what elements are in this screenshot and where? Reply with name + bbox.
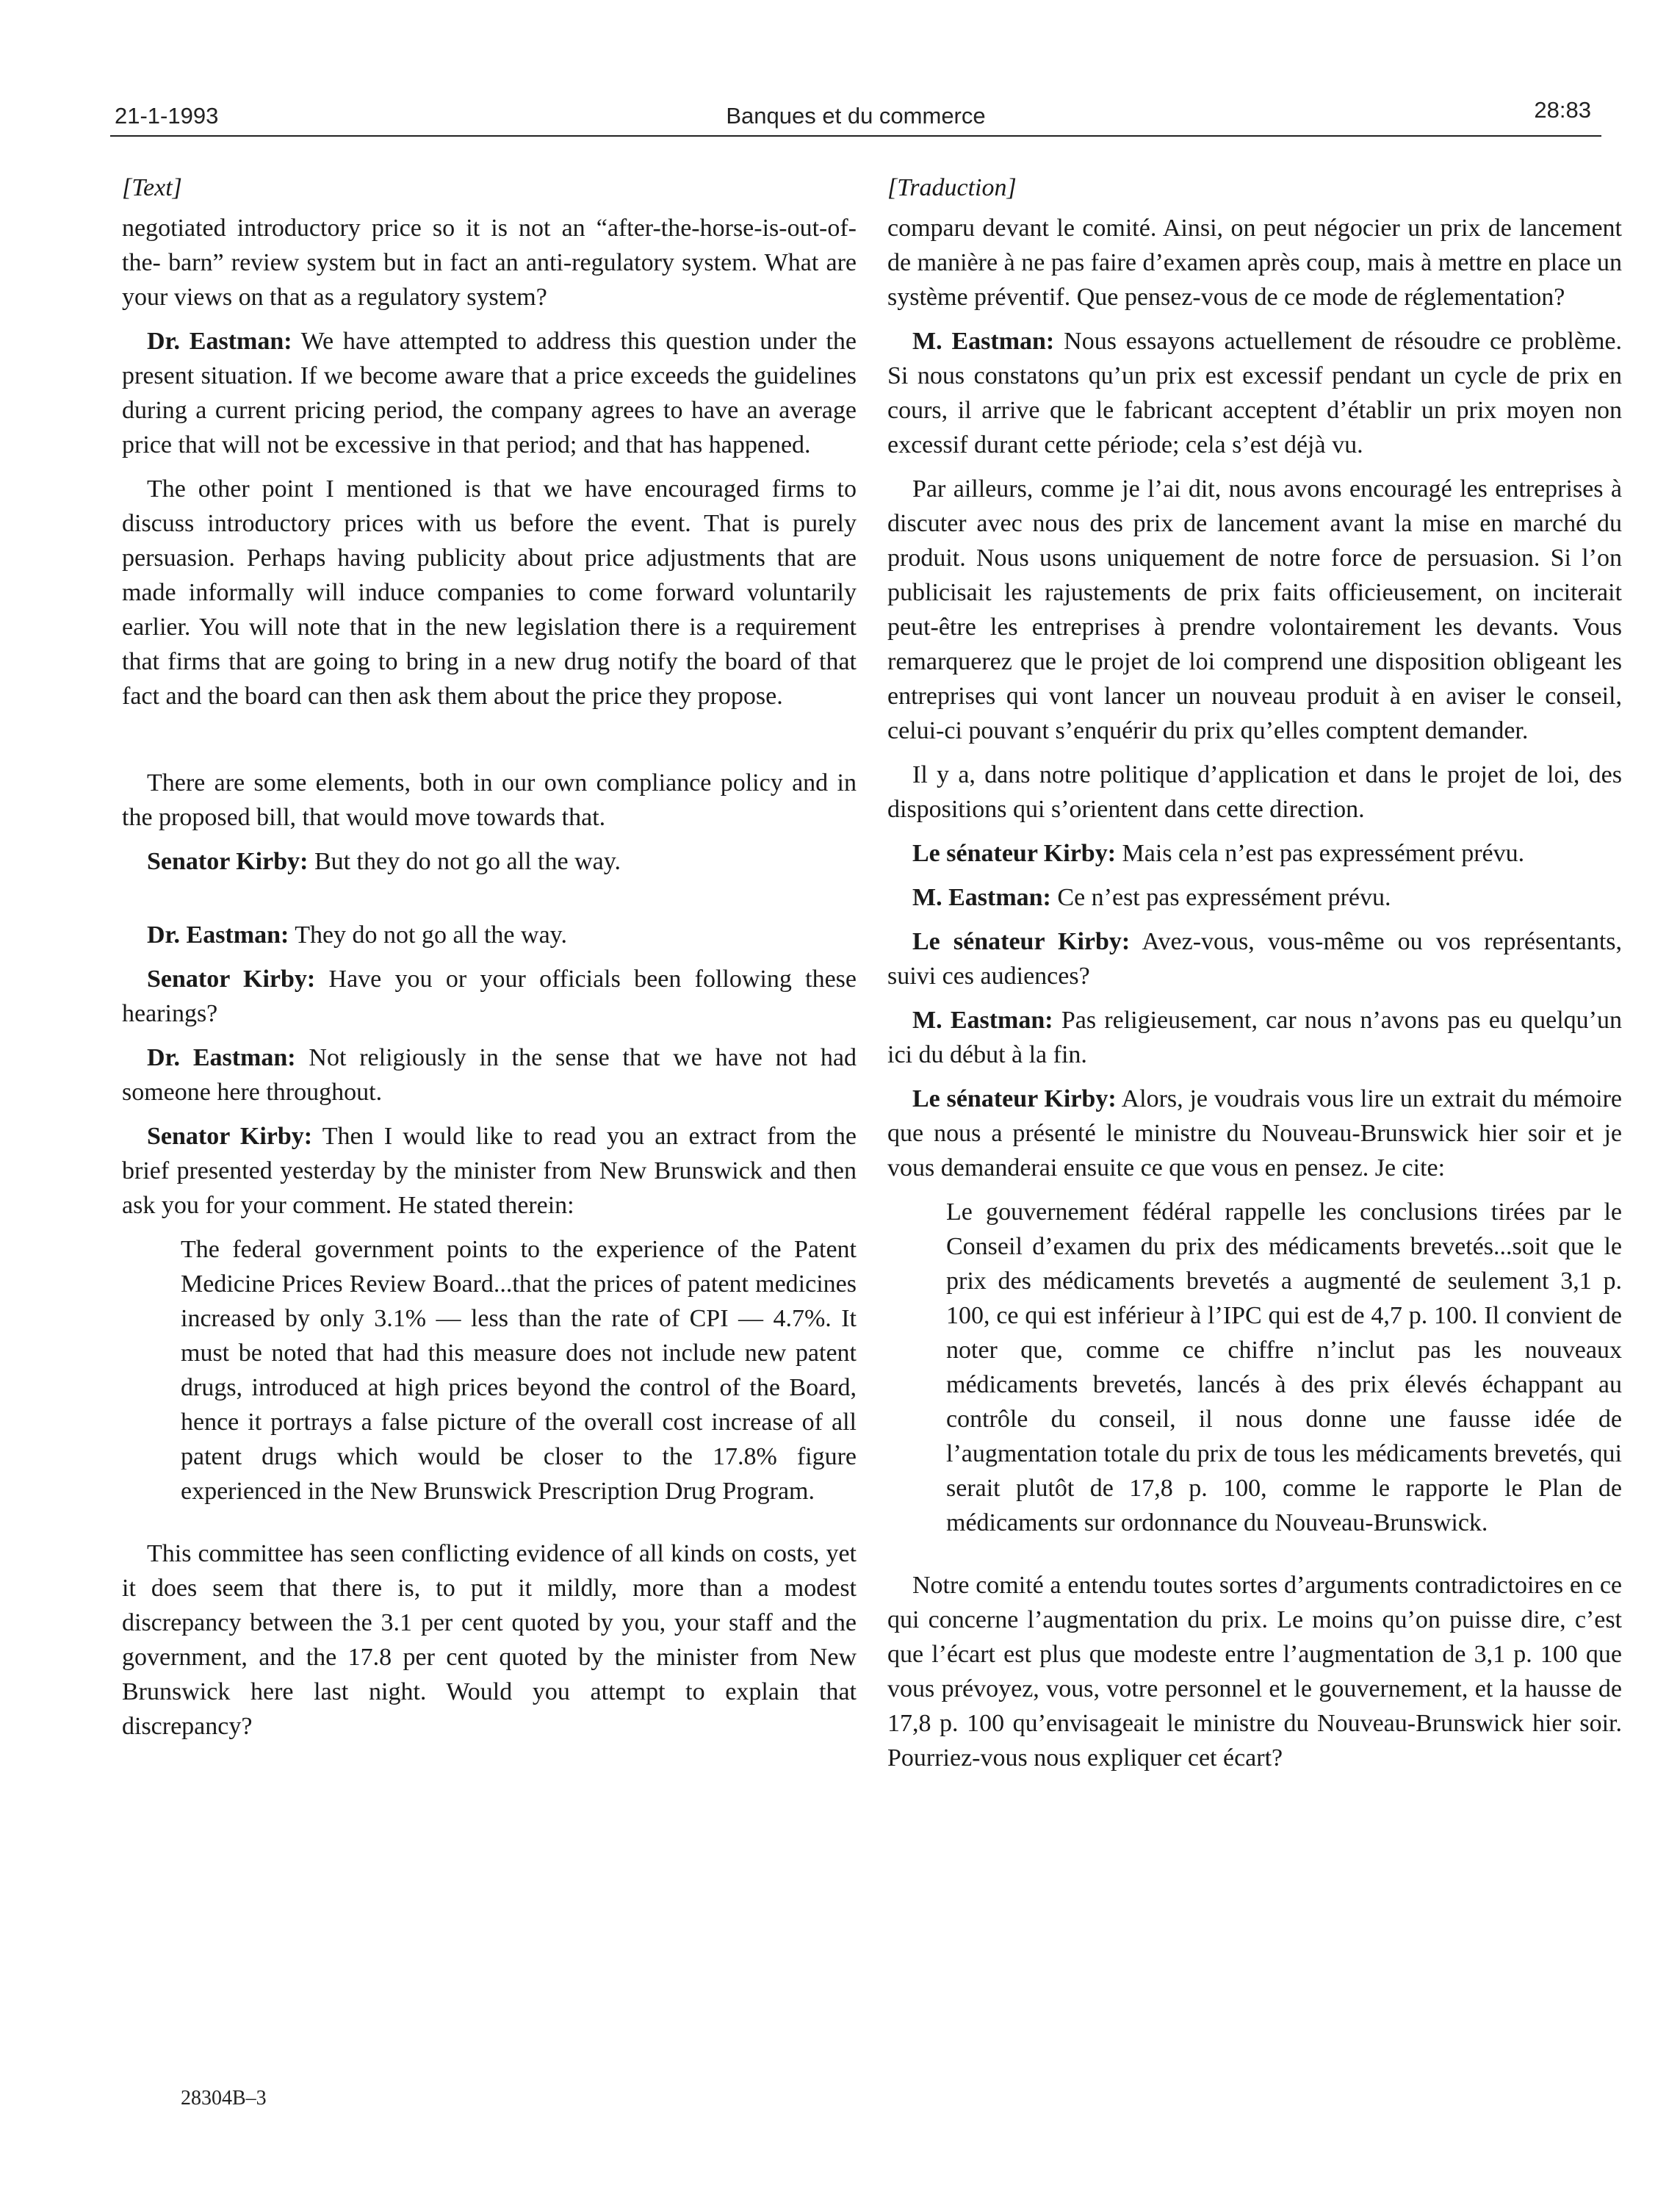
paragraph bbox=[122, 1040, 857, 1110]
paragraph bbox=[887, 880, 1622, 915]
speaker-name: Le sénateur Kirby: bbox=[912, 928, 1131, 955]
column-label: [Traduction] bbox=[887, 174, 1017, 201]
header-date: 21-1-1993 bbox=[115, 103, 219, 129]
french-column bbox=[887, 170, 1622, 1785]
speaker-name: M. Eastman: bbox=[912, 328, 1055, 355]
paragraph: Il y a, dans notre politique d’application et dans le projet de loi, des dispositions qui s’orientent dans cette direction. bbox=[887, 761, 1622, 823]
speaker-name: Le sénateur Kirby: bbox=[912, 1085, 1117, 1112]
paragraph bbox=[122, 844, 857, 879]
header-title: Banques et du commerce bbox=[726, 103, 986, 129]
speaker-name: Dr. Eastman: bbox=[147, 921, 289, 949]
speech-text: Have you or your officials been following these hearings? bbox=[122, 965, 857, 1027]
speech-text: Mais cela n’est pas expressément prévu. bbox=[1116, 840, 1525, 867]
paragraph: Notre comité a entendu toutes sortes d’arguments contradictoires en ce qui concerne l’augmentation du prix. Le moins qu’on puisse dire, c’est que l’écart est plus que modeste entre l’augmentation de 3,1 p. 100 que vous prévoyez, vous, votre personnel et le gouvernement, et la hausse de 17,8 p. 100 qu’envisageait le ministre du Nouveau-Brunswick hier soir. Pourriez-vous nous expliquer cet écart? bbox=[887, 1572, 1622, 1772]
paragraph bbox=[122, 1119, 857, 1223]
speech-text: Nous essayons actuellement de résoudre ce problème. Si nous constatons qu’un prix est excessif pendant un cycle de prix en cours, il arrive que le fabricant acceptent d’établir un prix moyen non excessif durant cette période; cela s’est déjà vu. bbox=[887, 328, 1622, 458]
paragraph bbox=[887, 1003, 1622, 1072]
speech-text: Not religiously in the sense that we have not had someone here throughout. bbox=[122, 1044, 857, 1106]
block-quote: Le gouvernement fédéral rappelle les conclusions tirées par le Conseil d’examen du prix des médicaments brevetés...soit que le prix des médicaments brevetés a augmenté de seulement 3,1 p. 100, ce qui est inférieur à l’IPC qui est de 4,7 p. 100. Il convient de noter que, comme ce chiffre n’inclut pas les nouveaux médicaments brevetés, lancés à des prix élevés échappant au contrôle du conseil, il nous donne une fausse idée de l’augmentation totale du prix de tous les médicaments brevetés, qui serait plutôt de 17,8 p. 100, comme le rapporte le Plan de médicaments sur ordonnance du Nouveau-Brunswick. bbox=[946, 1198, 1622, 1536]
paragraph bbox=[122, 324, 857, 462]
speech-text: Avez-vous, vous-même ou vos représentants, suivi ces audiences? bbox=[887, 928, 1622, 990]
paragraph bbox=[887, 1082, 1622, 1185]
speech-text: Alors, je voudrais vous lire un extrait du mémoire que nous a présenté le ministre du Nouveau-Brunswick hier soir et je vous demanderai ensuite ce que vous en pensez. Je cite: bbox=[887, 1085, 1623, 1182]
speech-text: Pas religieusement, car nous n’avons pas eu quelqu’un ici du début à la fin. bbox=[887, 1007, 1622, 1068]
paragraph: negotiated introductory price so it is not an “after-the-horse-is-out-of-the- barn” review system but in fact an anti-regulatory system. What are your views on that as a regulatory system? bbox=[122, 215, 857, 311]
speaker-name: Le sénateur Kirby: bbox=[912, 840, 1117, 867]
paragraph bbox=[122, 918, 857, 952]
speech-text: We have attempted to address this question under the present situation. If we become aware that a price exceeds the guidelines during a current pricing period, the company agrees to have an average price that will not be excessive in that period; and that has happened. bbox=[122, 328, 857, 458]
speaker-name: Senator Kirby: bbox=[147, 1123, 313, 1150]
header-page-number: 28:83 bbox=[1534, 97, 1591, 123]
block-quote: The federal government points to the experience of the Patent Medicine Prices Review Board...that the prices of patent medicines increased by only 3.1% — less than the rate of CPI — 4.7%. It must be noted that had this measure does not include new patent drugs, introduced at high prices beyond the control of the Board, hence it portrays a false picture of the overall cost increase of all patent drugs which would be closer to the 17.8% figure experienced in the New Brunswick Prescription Drug Program. bbox=[181, 1236, 857, 1505]
speech-text: But they do not go all the way. bbox=[308, 848, 621, 875]
column-label: [Text] bbox=[122, 174, 182, 201]
paragraph bbox=[122, 962, 857, 1031]
paragraph: There are some elements, both in our own compliance policy and in the proposed bill, that would move towards that. bbox=[122, 769, 857, 831]
speaker-name: M. Eastman: bbox=[912, 1007, 1053, 1034]
paragraph: comparu devant le comité. Ainsi, on peut négocier un prix de lancement de manière à ne pas faire d’examen après coup, mais à mettre en place un système préventif. Que pensez-vous de ce mode de réglementation? bbox=[887, 215, 1622, 311]
speech-text: They do not go all the way. bbox=[289, 921, 567, 949]
speech-text: Then I would like to read you an extract from the brief presented yesterday by the minister from New Brunswick and then ask you for your comment. He stated therein: bbox=[122, 1123, 857, 1219]
speaker-name: Senator Kirby: bbox=[147, 965, 316, 993]
paragraph bbox=[887, 836, 1622, 871]
page-header bbox=[110, 97, 1601, 137]
speaker-name: M. Eastman: bbox=[912, 884, 1051, 911]
paragraph: This committee has seen conflicting evidence of all kinds on costs, yet it does seem that there is, to put it mildly, more than a modest discrepancy between the 3.1 per cent quoted by you, your staff and the government, and the 17.8 per cent quoted by the minister from New Brunswick here last night. Would you attempt to explain that discrepancy? bbox=[122, 1540, 857, 1740]
paragraph bbox=[887, 924, 1622, 993]
english-column bbox=[122, 170, 857, 1753]
speech-text: Ce n’est pas expressément prévu. bbox=[1050, 884, 1391, 911]
speaker-name: Dr. Eastman: bbox=[147, 328, 292, 355]
paragraph bbox=[887, 324, 1622, 462]
speaker-name: Dr. Eastman: bbox=[147, 1044, 296, 1071]
paragraph: Par ailleurs, comme je l’ai dit, nous avons encouragé les entreprises à discuter avec nous des prix de lancement avant la mise en marché du produit. Nous usons uniquement de notre force de persuasion. Si l’on publicisait les rajustements de prix faits officieusement, on inciterait peut-être les entreprises à prendre volontairement les devants. Vous remarquerez que le projet de loi comprend une disposition obligeant les entreprises qui vont lancer un nouveau produit à en aviser le conseil, celui-ci pouvant s’enquérir du prix qu’elles comptent demander. bbox=[887, 475, 1622, 744]
speaker-name: Senator Kirby: bbox=[147, 848, 309, 875]
footer-code: 28304B–3 bbox=[181, 2087, 267, 2110]
paragraph: The other point I mentioned is that we have encouraged firms to discuss introductory prices with us before the event. That is purely persuasion. Perhaps having publicity about price adjustments that are made informally will induce companies to come forward voluntarily earlier. You will note that in the new legislation there is a requirement that firms that are going to bring in a new drug notify the board of that fact and the board can then ask them about the price they propose. bbox=[122, 475, 857, 710]
